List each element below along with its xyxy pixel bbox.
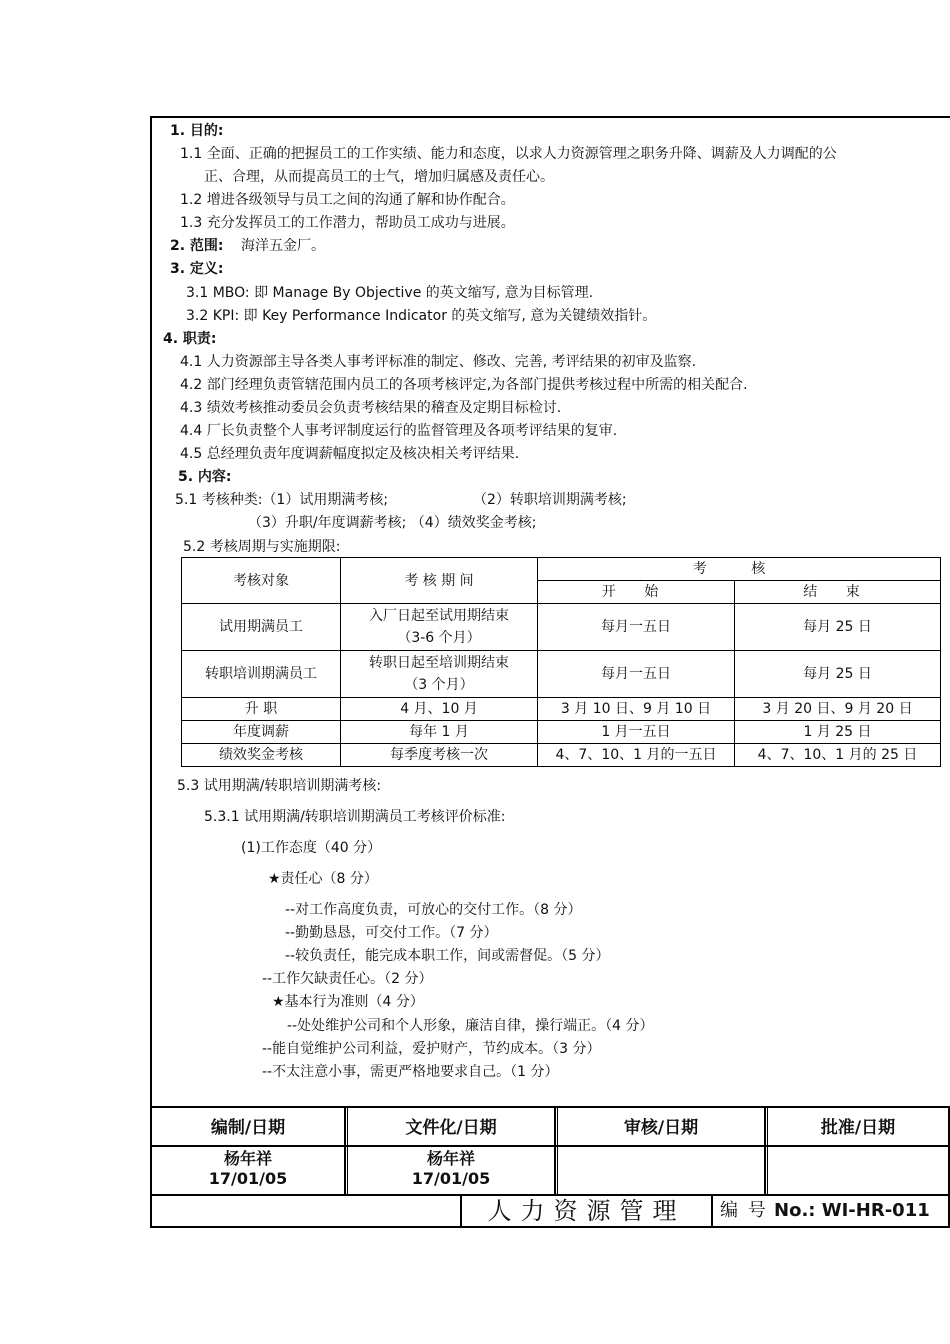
text-line-s5_3: 5.3 试用期满/转职培训期满考核:	[177, 778, 382, 794]
department-title: 人力资源管理	[487, 1197, 686, 1225]
text-line-s1_3: 1.3 充分发挥员工的工作潜力，帮助员工成功与进展。	[180, 215, 515, 231]
text-line-c1: (1)工作态度（40 分）	[241, 840, 382, 856]
document-number-label: 编 号	[720, 1200, 768, 1221]
text-line-s3_2: 3.2 KPI: 即 Key Performance Indicator 的英文缩写, 意为关键绩效指针。	[186, 308, 657, 324]
cell-start: 每月一五日	[538, 651, 735, 698]
header-start: 开 始	[538, 581, 735, 604]
title-bar-divider-2	[711, 1194, 713, 1228]
signature-date: 17/01/05	[208, 1169, 288, 1188]
cell-start: 1 月一五日	[538, 721, 735, 744]
text-line-c1_1a: --对工作高度负责，可放心的交付工作。（8 分）	[285, 902, 582, 918]
text-line-s3_1: 3.1 MBO: 即 Manage By Objective 的英文缩写, 意为目标管理.	[186, 285, 594, 301]
text-line-s4_3: 4.3 绩效考核推动委员会负责考核结果的稽查及定期目标检讨.	[180, 400, 562, 416]
table-row	[182, 651, 941, 698]
signature-documented	[348, 1149, 554, 1189]
text-line-c1_2c: --不太注意小事，需更严格地要求自己。（1 分）	[262, 1064, 559, 1080]
cell-end: 4、7、10、1 月的 25 日	[735, 744, 941, 767]
text-line-s2_text: 海洋五金厂。	[241, 238, 325, 254]
text-line-s5_3_1: 5.3.1 试用期满/转职培训期满员工考核评价标准:	[204, 809, 506, 825]
table-row	[182, 604, 941, 651]
cell-period	[341, 604, 538, 651]
cell-end: 每月 25 日	[735, 651, 941, 698]
text-line-s4_5: 4.5 总经理负责年度调薪幅度拟定及核决相关考评结果.	[180, 446, 520, 462]
period-line: 入厂日起至试用期结束	[369, 608, 509, 624]
period-line: 4 月、10 月	[400, 701, 478, 717]
text-line-s5_1b: （2）转职培训期满考核;	[473, 492, 627, 508]
period-line: （3-6 个月）	[397, 630, 481, 646]
cell-period	[341, 698, 538, 721]
table-row	[182, 744, 941, 767]
text-line-s4: 4. 职责:	[163, 331, 217, 347]
period-line: （3 个月）	[404, 677, 474, 693]
text-line-s5: 5. 内容:	[178, 469, 232, 485]
cell-start: 3 月 10 日、9 月 10 日	[538, 698, 735, 721]
text-line-c1_2b: --能自觉维护公司利益，爱护财产，节约成本。（3 分）	[262, 1041, 601, 1057]
label-reviewed: 审核/日期	[623, 1118, 699, 1138]
text-line-s1: 1. 目的:	[170, 123, 224, 139]
text-line-s3: 3. 定义:	[170, 261, 224, 277]
period-line: 转职日起至培训期结束	[369, 655, 509, 671]
text-line-s1_2: 1.2 增进各级领导与员工之间的沟通了解和协作配合。	[180, 192, 515, 208]
text-line-s5_1a: 5.1 考核种类:（1）试用期满考核;	[175, 492, 389, 508]
cell-object: 年度调薪	[182, 721, 341, 744]
text-line-s4_4: 4.4 厂长负责整个人事考评制度运行的监督管理及各项考评结果的复审.	[180, 423, 618, 439]
cell-end: 每月 25 日	[735, 604, 941, 651]
label-approved: 批准/日期	[820, 1118, 896, 1138]
approval-divider	[150, 1145, 950, 1147]
schedule-table-body	[182, 604, 941, 767]
cell-period	[341, 744, 538, 767]
title-bar-divider-1	[460, 1194, 462, 1228]
table-row	[182, 698, 941, 721]
label-compiled: 编制/日期	[210, 1118, 286, 1138]
text-line-c1_1c: --较负责任，能完成本职工作，间或需督促。（5 分）	[285, 948, 610, 964]
frame-top-border	[150, 116, 950, 118]
cell-end: 3 月 20 日、9 月 20 日	[735, 698, 941, 721]
cell-start: 每月一五日	[538, 604, 735, 651]
text-line-c1_1: ★责任心（8 分）	[268, 871, 378, 887]
cell-object: 转职培训期满员工	[182, 651, 341, 698]
text-line-s1_1a: 1.1 全面、正确的把握员工的工作实绩、能力和态度，以求人力资源管理之职务升降、调薪及人力调配的公	[180, 146, 837, 162]
cell-object: 升 职	[182, 698, 341, 721]
label-documented: 文件化/日期	[405, 1118, 497, 1138]
frame-left-border	[150, 116, 152, 1228]
signature-date: 17/01/05	[411, 1169, 491, 1188]
text-line-s2_label: 2. 范围:	[170, 238, 224, 254]
table-row	[182, 721, 941, 744]
signature-compiled	[152, 1149, 344, 1189]
text-line-c1_2: ★基本行为准则（4 分）	[272, 994, 424, 1010]
text-line-c1_1d: --工作欠缺责任心。（2 分）	[262, 971, 433, 987]
header-period: 考 核 期 间	[341, 558, 538, 604]
cell-end: 1 月 25 日	[735, 721, 941, 744]
text-line-s5_2: 5.2 考核周期与实施期限:	[183, 539, 341, 555]
cell-period	[341, 721, 538, 744]
cell-start: 4、7、10、1 月的一五日	[538, 744, 735, 767]
header-object: 考核对象	[182, 558, 341, 604]
header-assess: 考 核	[538, 558, 941, 581]
header-end: 结 束	[735, 581, 941, 604]
cell-period	[341, 651, 538, 698]
schedule-table	[181, 557, 941, 767]
document-number-value: No.: WI-HR-011	[774, 1200, 930, 1221]
text-line-s4_2: 4.2 部门经理负责管辖范围内员工的各项考核评定,为各部门提供考核过程中所需的相关配合.	[180, 377, 748, 393]
period-line: 每季度考核一次	[390, 747, 488, 763]
cell-object: 绩效奖金考核	[182, 744, 341, 767]
text-line-s1_1b: 正、合理，从而提高员工的士气，增加归属感及责任心。	[204, 169, 554, 185]
signature-name: 杨年祥	[426, 1149, 475, 1168]
document-number	[716, 1199, 948, 1223]
cell-object: 试用期满员工	[182, 604, 341, 651]
text-line-s5_1c: （3）升职/年度调薪考核; （4）绩效奖金考核;	[248, 515, 537, 531]
text-line-c1_1b: --勤勤恳恳，可交付工作。（7 分）	[285, 925, 498, 941]
period-line: 每年 1 月	[409, 724, 469, 740]
text-line-c1_2a: --处处维护公司和个人形象，廉洁自律，操行端正。（4 分）	[287, 1018, 654, 1034]
signature-name: 杨年祥	[223, 1149, 272, 1168]
text-line-s4_1: 4.1 人力资源部主导各类人事考评标准的制定、修改、完善, 考评结果的初审及监察.	[180, 354, 697, 370]
